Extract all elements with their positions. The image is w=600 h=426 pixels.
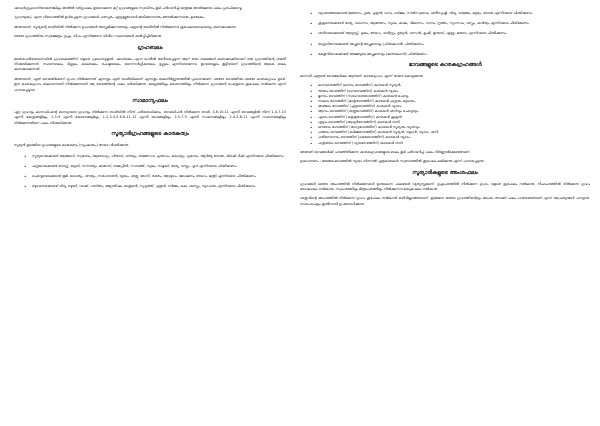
list-item: • ആറാം ഭാവത്തിന് (ശത്രുഭാവത്തിന്) കാരകൻ ശനിയും ചൊവ്വയും. xyxy=(310,109,419,115)
example-note: ഉദാഹരണം : അഞ്ചാംഭാവത്തിൽ വ്യാഴം നിന്നാൽ പുത്രകാരകൻ സ്വഭാവത്തിൽ ശുഭഫലം ലഭിക്കുന്നു എന്ന് പറയപ്പെടുന്നു. xyxy=(300,159,485,164)
list-item: • രാഹുവിനെക്കൊണ്ട് അച്ഛന്റെ അച്ഛനെയും (പിതാമഹൻ) ചിന്തിക്കണം. xyxy=(310,41,425,47)
list-item: • ഏഴാം ഭാവത്തിന് (കളത്രഭാവത്തിന്) കാരകൻ ശുക്രൻ. xyxy=(310,114,403,120)
bullet-icon: • xyxy=(310,130,313,136)
paragraph: ലഗ്നാദി പന്ത്രണ്ട് ഭാവങ്ങൾക്കും ആരാണ് കാരകഗ്രഹം എന്ന് താഴെ കൊടുക്കുന്നു: xyxy=(300,74,424,79)
bullet-icon: • xyxy=(310,93,313,99)
bullet-icon: • xyxy=(310,135,313,141)
list-item: • ശനിയെക്കൊണ്ട് ആയുസ്സ്, ദുഃഖം, രോഗം, ദാരിദ്ര്യം, ഭൃത്യൻ, ദാസൻ, കൃഷി, ഇരുമ്പ്, എണ്ണ, മരണം എന്നിവയെ ചിന്തിക്കണം. xyxy=(310,31,508,37)
bullet-icon: • xyxy=(310,114,313,120)
paragraph: അതായത്, സൂര്യന്റെ രാശിയിൽ നിൽക്കുന്ന ഗ്രഹങ്ങൾ അസ്തമിക്കുന്നതായും ചന്ദ്രന്റെ രാശിയിൽ നിൽക്കുന്നവ ശുഭഫലദായകരായും കണക്കാക്കുന്നു. xyxy=(14,24,237,29)
list-item: • പന്ത്രണ്ടാം ഭാവത്തിന് (വ്യയഭാവത്തിന്) കാരകൻ ശനി. xyxy=(310,140,404,146)
bullet-icon: • xyxy=(310,21,313,27)
right-column xyxy=(300,6,590,211)
section-heading-bhava-karaka: ഭാവങ്ങളുടെ കാരകഗ്രഹങ്ങൾ xyxy=(408,62,482,69)
section-heading-amsha-phalam: സൂര്യാദികളുടെ അംശഫലം xyxy=(412,169,478,176)
bullet-icon: • xyxy=(310,88,313,94)
section-heading-samanya-phalam: സാമാന്യഫലം xyxy=(132,98,168,105)
bullet-icon: • xyxy=(310,83,313,89)
list-item: • ലഗ്നഭാവത്തിന് (ഒന്നാം ഭാവത്തിന്) കാരകൻ സൂര്യൻ. xyxy=(310,83,402,89)
bullet-icon: • xyxy=(310,99,313,105)
bullet-icon: • xyxy=(310,31,313,37)
list-item: • നാലാം ഭാവത്തിന് (മാതൃഭാവത്തിന്) കാരകൻ ചന്ദ്രനും ബുധനും. xyxy=(310,99,416,105)
bhava-karaka-list xyxy=(300,83,590,145)
bullet-icon: • xyxy=(310,41,313,47)
bullet-icon: • xyxy=(310,109,313,115)
list-item: • മൂന്നാം ഭാവത്തിന് (സഹോദരഭാവത്തിന്) കാരകൻ ചൊവ്വ. xyxy=(310,93,409,99)
list-item: • എട്ടാം ഭാവത്തിന് (ആയുർഭാവത്തിന്) കാരകൻ ശനി. xyxy=(310,119,401,125)
list-item: • വ്യാഴത്തെക്കൊണ്ട് ജ്ഞാനം, ഗുരു, പുത്രൻ, ധനം, ധർമ്മം, സൽസ്വഭാവം, ശരീരപുഷ്ടി, വിദ്യ, യജ്ഞം, മന്ത്രം, ദേവത എന്നിവയെ ചിന്തിക്കണം. xyxy=(310,11,534,16)
bullet-icon: • xyxy=(24,163,27,169)
list-item: • അഞ്ചാം ഭാവത്തിന് (പുത്രഭാവത്തിന്) കാരകൻ വ്യാഴം. xyxy=(310,104,403,110)
bullet-icon: • xyxy=(24,153,27,159)
bullet-icon: • xyxy=(310,51,313,57)
paragraph: ഗ്രഹങ്ങൾ ഓരോ അംശത്തിൽ നിൽക്കുമ്പോൾ ഉണ്ടാകുന്ന ഫലങ്ങൾ വ്യത്യസ്തമാണ്. ഉച്ചാംശത്തിൽ നിൽക്കുന്ന ഗ്രഹം വളരെ ശുഭഫലം നൽകുന്നു. നീചാംശത്തിൽ നിൽക്കുന്ന ഗ്രഹം ദോഷഫലം നൽകുന്നു. സ്വാംശത്തിലും മിത്രാംശത്തിലും നിൽക്കുന്നവ മദ്ധ്യമഫലം നൽകുന്നു. xyxy=(300,181,590,192)
paragraph: ശത്രുവിന്റെ അംശത്തിൽ നിൽക്കുന്ന ഗ്രഹം ശുഭഫലം നൽകാൻ കഴിവില്ലാത്തതാണ്. ഇങ്ങനെ ഓരോ ഗ്രഹത്തിന്റെയും അംശം നോക്കി ഫലം പറയേണ്ടതാണ് എന്ന് ആചാര്യന്മാർ പറയുന്നു. നവാംശചക്രം ഇതിനായി ഉപയോഗിക്കുന്നു. xyxy=(300,196,590,206)
karaka-list-continued xyxy=(300,11,590,57)
list-item: • ഒമ്പതാം ഭാവത്തിന് (ഭാഗ്യഭാവത്തിന്) കാരകൻ സൂര്യനും വ്യാഴവും. xyxy=(310,125,421,131)
paragraph: ഏറ്റ ഗ്രഹവും ലഗ്നാധിപന്റെ ബന്ധുവായ ഗ്രഹവും നിൽക്കുന്ന രാശിയിൽ നിന്ന് പരിശോധിക്കാം. ഭാവാധിപൻ നിൽക്കുന്ന രാശി, 3-6-10-11 എന്നീ ഭാവങ്ങളിൽ നിന്ന് 1-4-7-10 എന്നീ കേന്ദ്രങ്ങളിലും, 1-5-9 എന്നീ കോണങ്ങളിലും, 1-2-3-4-5-6-8-11-12 എന്നീ ഭാവങ്ങളിലും, 2-5-7-9 എന്നീ സ്ഥാനങ്ങളിലും, 2-4-5-8-11 എന്നീ സ്ഥാനങ്ങളിലും നിൽക്കുന്നതിനെ ഫലം നിശ്ചയിക്കുന്നു. xyxy=(14,110,286,125)
list-item: • ചൊവ്വയെക്കൊണ്ട് ഭൂമി, ധൈര്യം, ശൗര്യം, സഹോദരൻ, യുദ്ധം, ശത്രു, അഗ്നി, രക്തം, ആയുധം, മോഷണം, രോഗം, മന്ത്രി എന്നിവയെ ചിന്തിക്കണം. xyxy=(24,174,257,180)
paragraph: അതാത് ഭാവങ്ങൾക്ക് പറഞ്ഞിരിക്കുന്ന കാരകഗ്രഹങ്ങളുടെ ബലം കൂടി പരിഗണിച്ച് ഫലം നിർണ്ണയിക്കേണ്ടതാണ്. xyxy=(300,149,471,154)
paragraph: സൂര്യൻ തുടങ്ങിയ ഗ്രഹങ്ങളുടെ കാരകത്വം (സൂചകത്വം) താഴെ വിവരിക്കുന്നു. xyxy=(14,143,129,148)
list-item: • രണ്ടാം ഭാവത്തിന് (ധനഭാവത്തിന്) കാരകൻ വ്യാഴം. xyxy=(310,88,400,94)
left-column xyxy=(14,6,286,195)
list-item: • ബുധനെക്കൊണ്ട് വിദ്യ, ബുദ്ധി, വാക്ക്, ഗണിതം, ജ്യോതിഷം, മാതുലൻ, സുഹൃത്ത്, പുത്രൻ, നർമ്മം, കല, ശാസ്ത്രം, വ്യാപാരം എന്നിവയെ ചിന്തിക്കണം. xyxy=(24,184,257,190)
list-item: • സൂര്യനെക്കൊണ്ട് ആത്മാവ്, സ്വഭാവം, ആരോഗ്യം, പിതാവ്, ശൗര്യം, രാജസേവ, പ്രതാപം, ധൈര്യം, പ്രഭാവം, ആദിത്യ ദേവത, കിഴക്ക് ദിക്ക് എന്നിവയെ ചിന്തിക്കണം. xyxy=(24,153,285,159)
bullet-icon: • xyxy=(310,140,313,146)
paragraph: 'ഗ്രഹയുദ്ധം' എന്ന വിഭാഗത്തിൽ ഉൾപ്പെടുന്ന ഗ്രഹങ്ങൾ പരസ്പരം ഏറ്റുമുട്ടുമ്പോൾ ജയിക്കുന്നവനും തോൽക്കുന്നവനും ഉണ്ടാകും. xyxy=(14,15,205,20)
section-heading-karakatvam: സൂര്യാദിഗ്രഹങ്ങളുടെ കാരകത്വം xyxy=(111,131,189,138)
bullet-icon: • xyxy=(310,125,313,131)
bullet-icon: • xyxy=(24,174,27,180)
bullet-icon: • xyxy=(310,11,313,16)
karaka-list xyxy=(14,154,286,190)
paragraph: അതായത്, ഏത് ഭാവത്തിലാണ് ഗ്രഹം നിൽക്കുന്നത് എന്നതും ഏത് രാശിയിലാണ് എന്നതും ബലനിർണ്ണയത്തിൽ പ്രധാനമാണ്. ഓരോ ഭാവത്തിനും ഓരോ കാരകഗ്രഹം ഉണ്ട്. ഈ കാരകഗ്രഹം ബലവാനായി നിൽക്കുമ്പോൾ ആ ഭാവത്തിന്റെ ഫലം വർദ്ധിക്കുന്നു. കേന്ദ്രത്തിലും കോണത്തിലും നിൽക്കുന്ന ഗ്രഹങ്ങൾ പൊതുവെ ശുഭഫലം നൽകുന്നു എന്ന് പറയപ്പെടുന്നു. xyxy=(14,76,286,92)
list-item: • ശുക്രനെക്കൊണ്ട് ഭാര്യ, വാഹനം, ആഭരണം, സുഖം, കാമം, വിലാസം, ഗാനം, നൃത്തം, സുഗന്ധം, വസ്ത്രം, കവിത്വം എന്നിവയെ ചിന്തിക്കണം. xyxy=(310,21,530,27)
bullet-icon: • xyxy=(310,104,313,110)
section-heading-graha-balam: ഗ്രഹബലം xyxy=(137,44,163,51)
paragraph: ഓരോ ഗ്രഹത്തിനും സ്വക്ഷേത്രം, ഉച്ചം, നീചം എന്നിങ്ങനെ വിവിധ സ്ഥാനങ്ങൾ കൽപ്പിച്ചിരിക്കുന്നു. xyxy=(14,34,163,39)
paragraph: ഷഡ്വർഗ്ഗപ്രധാനിയാണെങ്കിലും അതിൽ വർഗ്ഗഫലം ഇടയാക്കുന്ന മറ്റ് ഗ്രഹങ്ങളുടെ സ്വാധീനം കൂടി പരിഗണിച്ച് മാത്രമേ അന്തിമമായ ഫലം പ്രവചിക്കാവൂ. xyxy=(14,6,243,10)
list-item: • പത്താം ഭാവത്തിന് (കർമ്മഭാവത്തിന്) കാരകൻ സൂര്യൻ, ബുധൻ, വ്യാഴം, ശനി. xyxy=(310,130,439,136)
paragraph: ജാതകപരിശോധനയിൽ ഗ്രഹബലത്തിന് വളരെ പ്രാധാന്യമുണ്ട്. ഷഡ്ബലം എന്ന പേരിൽ അറിയപ്പെടുന്ന ആറ് തരം ബലങ്ങൾ കണക്കാക്കിയാണ് ഒരു ഗ്രഹത്തിന്റെ ശക്തി നിശ്ചയിക്കുന്നത്. സ്ഥാനബലം, ദിഗ്ബലം, കാലബലം, ചേഷ്ടാബലം, നൈസർഗ്ഗികബലം, ദൃഗ്ബലം എന്നിവയാണവ. ഇവയെല്ലാം കൂട്ടിയാണ് ഗ്രഹത്തിന്റെ ആകെ ബലം കണക്കാക്കുന്നത്. xyxy=(14,56,286,72)
bullet-icon: • xyxy=(310,119,313,125)
bullet-icon: • xyxy=(24,184,27,190)
list-item: • കേതുവിനെക്കൊണ്ട് അമ്മയുടെ അച്ഛനെയും (മാതാമഹൻ) ചിന്തിക്കണം. xyxy=(310,51,428,57)
list-item: • പതിനൊന്നാം ഭാവത്തിന് (ലാഭഭാവത്തിന്) കാരകൻ വ്യാഴം. xyxy=(310,135,411,141)
list-item: • ചന്ദ്രനെക്കൊണ്ട് മനസ്സ്, ബുദ്ധി, സൗന്ദര്യം, മാതാവ്, രാജപ്രീതി, സമ്പത്ത്, സുഖം, സമൃദ്ധി, ഭാര്യ, വസ്ത്രം, പൂവ് എന്നിവയെ ചിന്തിക്കണം. xyxy=(24,163,238,169)
